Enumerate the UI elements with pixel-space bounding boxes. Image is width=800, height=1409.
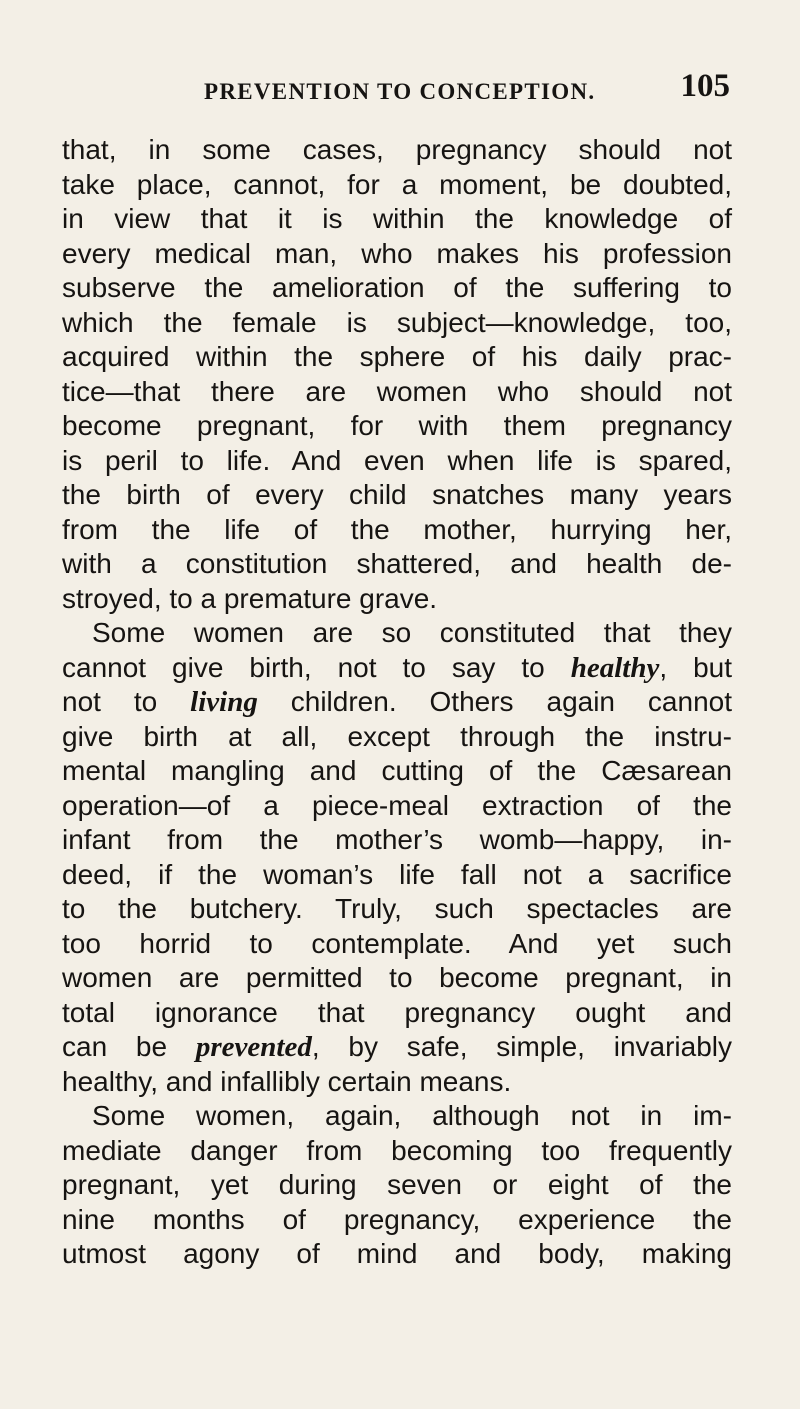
text-line: healthy, and infallibly certain means.: [62, 1065, 512, 1097]
text-line: infant from the mother’s womb—happy, in-: [62, 824, 732, 855]
text-run: cannot give birth, not to say to: [62, 651, 545, 683]
running-header: [204, 70, 730, 106]
text-line: give birth at all, except through the instru-: [62, 720, 732, 752]
text-line: which the female is subject—knowledge, too,: [62, 306, 732, 338]
text-line: operation—of a piece-meal extraction of the: [62, 789, 732, 821]
text-line: from the life of the mother, hurrying her,: [62, 513, 732, 545]
text-line: the birth of every child snatches many years: [62, 479, 732, 510]
text-line: mental mangling and cutting of the Cæsarean: [62, 755, 732, 786]
text-run: not to: [62, 686, 158, 717]
text-line: is peril to life. And even when life is spared,: [62, 444, 732, 476]
text-line: become pregnant, for with them pregnancy: [62, 410, 732, 441]
text-run: , but: [659, 651, 733, 683]
text-line: take place, cannot, for a moment, be doubted,: [62, 168, 732, 200]
text-line: [62, 685, 732, 720]
running-title: PREVENTION TO CONCEPTION.: [204, 79, 596, 104]
text-line: that, in some cases, pregnancy should not: [62, 134, 732, 165]
text-line: subserve the amelioration of the suffering to: [62, 272, 732, 303]
text-line: with a constitution shattered, and health de-: [62, 548, 732, 579]
page-number: 105: [680, 68, 730, 104]
text-line: Some women are so constituted that they: [92, 617, 732, 648]
text-run: can be: [62, 1031, 168, 1062]
text-line: stroyed, to a premature grave.: [62, 582, 438, 614]
text-line: pregnant, yet during seven or eight of the: [62, 1169, 732, 1200]
text-line: in view that it is within the knowledge of: [62, 203, 732, 234]
text-line: acquired within the sphere of his daily prac-: [62, 341, 732, 372]
italic-word: prevented: [195, 1031, 312, 1063]
italic-word: living: [190, 686, 258, 718]
text-line: total ignorance that pregnancy ought and: [62, 996, 732, 1028]
text-run: , by safe, simple, invariably: [311, 1031, 733, 1062]
text-line: women are permitted to become pregnant, in: [62, 962, 732, 993]
italic-word: healthy: [570, 651, 660, 684]
text-line: nine months of pregnancy, experience the: [62, 1203, 732, 1235]
text-run: children. Others again cannot: [290, 686, 733, 717]
text-line: too horrid to contemplate. And yet such: [62, 927, 732, 959]
text-line: mediate danger from becoming too frequently: [62, 1134, 732, 1166]
text-line: [62, 651, 732, 686]
text-line: tice—that there are women who should not: [62, 375, 732, 407]
text-line: every medical man, who makes his profession: [62, 237, 732, 269]
text-line: utmost agony of mind and body, making: [62, 1238, 732, 1269]
text-line: to the butchery. Truly, such spectacles are: [62, 893, 732, 924]
body-text: [62, 133, 732, 1272]
text-line: deed, if the woman’s life fall not a sacrifice: [62, 858, 732, 890]
text-line: [62, 1030, 732, 1065]
text-line: Some women, again, although not in im-: [92, 1100, 732, 1131]
